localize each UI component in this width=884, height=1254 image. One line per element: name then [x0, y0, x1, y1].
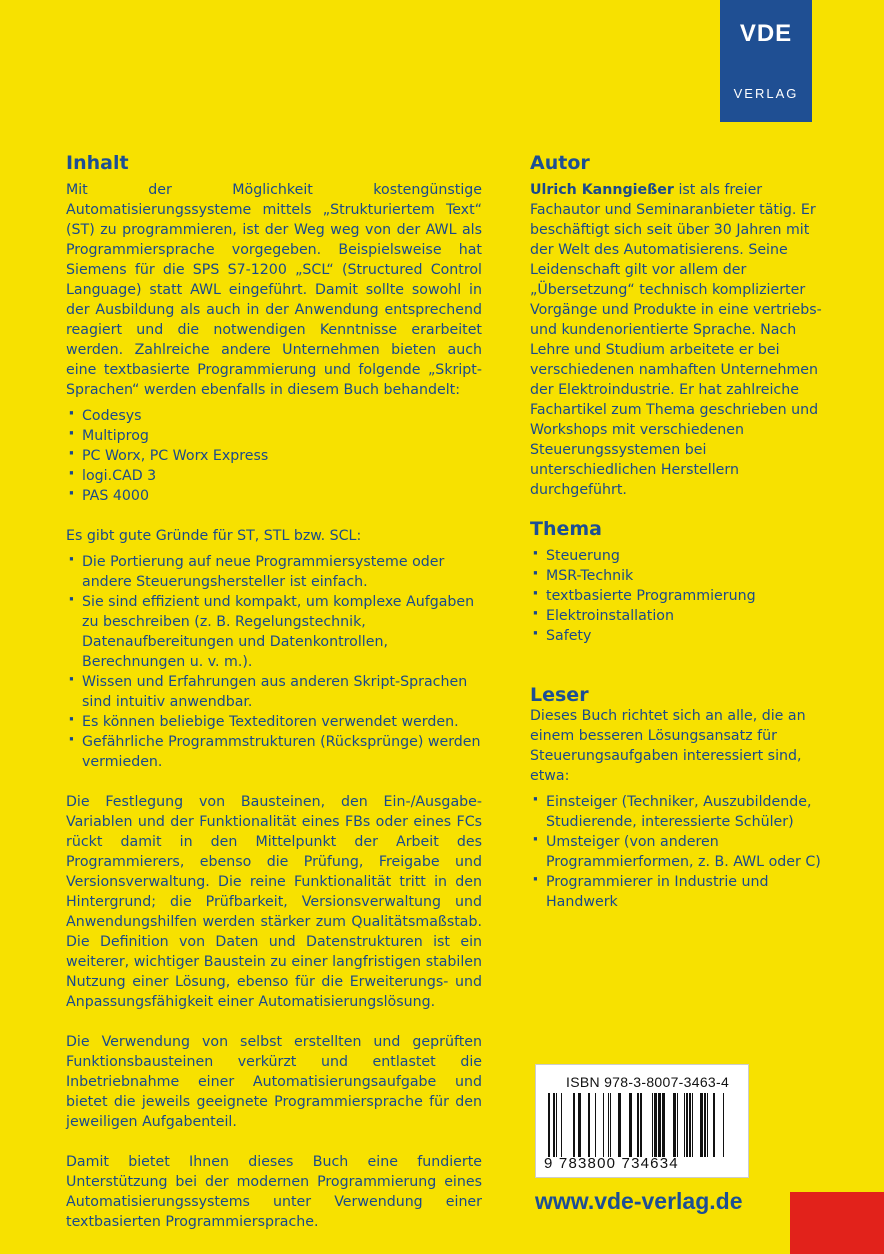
- reasons-intro: Es gibt gute Gründe für ST, STL bzw. SCL:: [66, 528, 362, 544]
- list-item: · MSR-Technik: [530, 566, 830, 586]
- list-item: · logi.CAD 3: [66, 466, 482, 486]
- publisher-url[interactable]: www.vde-verlag.de: [535, 1188, 743, 1214]
- barcode-bar: [707, 1093, 708, 1157]
- list-item: · textbasierte Programmierung: [530, 586, 830, 606]
- list-item: · Codesys: [66, 406, 482, 426]
- inhalt-section: [66, 152, 482, 1232]
- barcode-bar: [704, 1093, 706, 1157]
- leser-text: Dieses Buch richtet sich an alle, die an einem besseren Lösungsansatz für Steuerungsaufgaben interessiert sind, etwa:: [530, 708, 806, 784]
- barcode-bar: [556, 1093, 557, 1157]
- barcode-bar: [603, 1093, 604, 1157]
- barcode-bar: [692, 1093, 693, 1157]
- barcode-bar: [553, 1093, 555, 1157]
- barcode-digits: 9 783800 734634: [544, 1155, 679, 1172]
- autor-heading: Autor: [530, 152, 590, 174]
- barcode-bar: [700, 1093, 703, 1157]
- list-item: · Die Portierung auf neue Programmiersysteme oder andere Steuerungshersteller ist einfach.: [66, 552, 482, 592]
- red-corner-block: [790, 1192, 884, 1254]
- barcode-bar: [684, 1093, 685, 1157]
- isbn-barcode: [535, 1064, 749, 1178]
- barcode-bar: [652, 1093, 653, 1157]
- barcode-bar: [637, 1093, 639, 1157]
- barcode-bar: [610, 1093, 611, 1157]
- languages-list: [66, 406, 482, 506]
- barcode-bar: [578, 1093, 581, 1157]
- list-item: · Elektroinstallation: [530, 606, 830, 626]
- barcode-bar: [640, 1093, 642, 1157]
- barcode-bar: [573, 1093, 575, 1157]
- reasons-list: [66, 552, 482, 772]
- vde-verlag-logo: [720, 0, 812, 122]
- barcode-bar: [629, 1093, 632, 1157]
- inhalt-paragraph-2: Die Festlegung von Bausteinen, den Ein-/Ausgabe-Variablen und der Funktionalität eines FBs oder eines FCs rückt damit in den Mittelpunkt der Arbeit des Programmierers, ebenso die Prüfung, Freigabe und Versionsverwaltung. Die reine Funktionalität tritt in den Hintergrund; die Prüfbarkeit, Versionsverwaltung und Anwendungshilfen werden stärker zum Qualitätsmaßstab. Die Definition von Daten und Datenstrukturen ist ein weiterer, wichtiger Baustein zu einer langfristigen stabilen Nutzung einer Lösung, ebenso für die Erweiterungs- und Anpassungsfähigkeit einer Automatisierungslösung.: [66, 794, 482, 1010]
- barcode-bar: [723, 1093, 724, 1157]
- barcode-bar: [595, 1093, 596, 1157]
- barcode-bar: [658, 1093, 661, 1157]
- barcode-bar: [677, 1093, 678, 1157]
- leser-heading: Leser: [530, 684, 589, 706]
- thema-list: [530, 546, 830, 646]
- logo-sub: VERLAG: [733, 86, 799, 101]
- barcode-bar: [689, 1093, 691, 1157]
- inhalt-paragraph-3: Die Verwendung von selbst erstellten und geprüften Funktionsbausteinen verkürzt und entlastet die Inbetriebnahme einer Automatisierungsaufgabe und bietet die jeweils geeignete Programmiersprache für den jeweiligen Aufgabenteil.: [66, 1034, 482, 1130]
- barcode-bar: [662, 1093, 665, 1157]
- list-item: · Einsteiger (Techniker, Auszubildende, Studierende, interessierte Schüler): [530, 792, 830, 832]
- logo-brand: VDE: [739, 20, 793, 47]
- barcode-bar: [713, 1093, 715, 1157]
- list-item: · Programmierer in Industrie und Handwerk: [530, 872, 830, 912]
- barcode-bar: [561, 1093, 562, 1157]
- list-item: · Sie sind effizient und kompakt, um komplexe Aufgaben zu beschreiben (z. B. Regelungstechnik, Datenaufbereitungen und Datenkontrollen, Berechnungen u. v. m.).: [66, 592, 482, 672]
- inhalt-paragraph-4: Damit bietet Ihnen dieses Buch eine fundierte Unterstützung bei der modernen Programmierung eines Automatisierungssystems unter Verwendung einer textbasierten Programmiersprache.: [66, 1154, 482, 1230]
- list-item: · PAS 4000: [66, 486, 482, 506]
- list-item: · Steuerung: [530, 546, 830, 566]
- barcode-bar: [588, 1093, 590, 1157]
- barcode-bar: [608, 1093, 609, 1157]
- barcode-bar: [686, 1093, 688, 1157]
- list-item: · Wissen und Erfahrungen aus anderen Skript-Sprachen sind intuitiv anwendbar.: [66, 672, 482, 712]
- author-name: Ulrich Kanngießer: [530, 182, 674, 198]
- thema-heading: Thema: [530, 518, 602, 540]
- autor-bio: ist als freier Fachautor und Seminaranbieter tätig. Er beschäftigt sich seit über 30 Jahren mit der Welt des Automatisierens. Seine Leidenschaft gilt vor allem der „Übersetzung“ technisch komplizierter Vorgänge und Produkte in eine vertriebs- und kundenorientierte Sprache. Nach Lehre und Studium arbeitete er bei verschiedenen namhaften Unternehmen der Elektroindustrie. Er hat zahlreiche Fachartikel zum Thema geschrieben und Workshops mit verschiedenen Steuerungssystemen bei unterschiedlichen Herstellern durchgeführt.: [530, 182, 822, 498]
- barcode-bar: [673, 1093, 676, 1157]
- list-item: · Multiprog: [66, 426, 482, 446]
- isbn-text: ISBN 978-3-8007-3463-4: [566, 1074, 730, 1090]
- barcode-bar: [548, 1093, 550, 1157]
- list-item: · Gefährliche Programmstrukturen (Rücksprünge) werden vermieden.: [66, 732, 482, 772]
- leser-list: [530, 792, 830, 912]
- list-item: · Umsteiger (von anderen Programmierformen, z. B. AWL oder C): [530, 832, 830, 872]
- barcode-bar: [618, 1093, 621, 1157]
- inhalt-heading: Inhalt: [66, 152, 129, 174]
- list-item: · Safety: [530, 626, 830, 646]
- list-item: · Es können beliebige Texteditoren verwendet werden.: [66, 712, 482, 732]
- barcode-bar: [654, 1093, 657, 1157]
- barcode-bars: [548, 1093, 738, 1157]
- right-column: [530, 152, 830, 912]
- inhalt-intro: Mit der Möglichkeit kostengünstige Automatisierungssysteme mittels „Strukturiertem Text“ (ST) zu programmieren, ist der Weg weg von der AWL als Programmiersprache vorgegeben. Beispielsweise hat Siemens für die SPS S7-1200 „SCL“ (Structured Control Language) statt AWL eingeführt. Damit sollte sowohl in der Ausbildung als auch in der Anwendung entsprechend reagiert und die notwendigen Kenntnisse erarbeitet werden. Zahlreiche andere Unternehmen bieten auch eine textbasierte Programmierung und folgende „Skript-Sprachen“ werden ebenfalls in diesem Buch behandelt:: [66, 182, 482, 398]
- list-item: · PC Worx, PC Worx Express: [66, 446, 482, 466]
- autor-text: [530, 180, 830, 500]
